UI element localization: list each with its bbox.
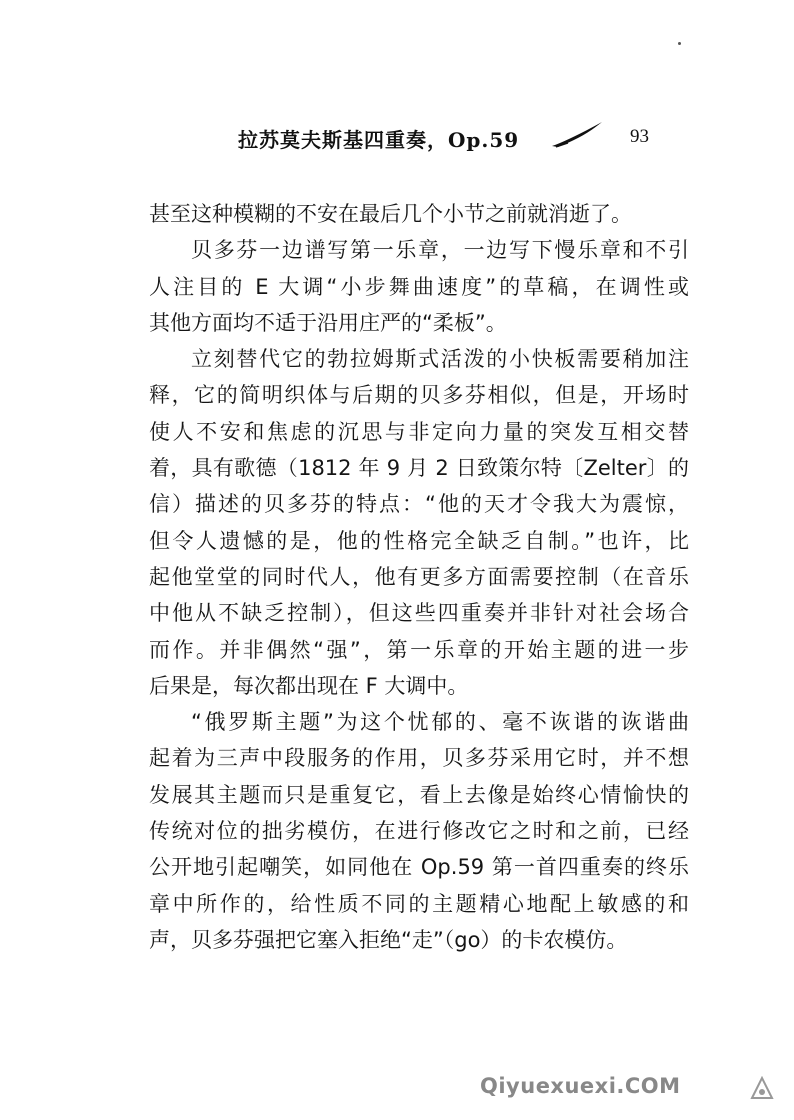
text-line: 其他方面均不适于沿用庄严的“柔板”。	[149, 310, 507, 335]
text-line: 起着为三声中段服务的作用，贝多芬采用它时，并不想	[149, 746, 689, 771]
text-line: 中他从不缺乏控制），但这些四重奏并非针对社会场合	[149, 601, 689, 626]
body-text	[149, 196, 689, 958]
text-line: 信）描述的贝多芬的特点：“他的天才令我大为震惊，	[149, 492, 689, 517]
text-line: 着，具有歌德（1812 年 9 月 2 日致策尔特〔Zelter〕的	[149, 456, 689, 481]
text-line: 使人不安和焦虑的沉思与非定向力量的突发互相交替	[149, 419, 689, 444]
music-note-logo-icon	[748, 1076, 776, 1100]
text-line: 立刻替代它的勃拉姆斯式活泼的小快板需要稍加注	[191, 347, 689, 372]
paragraph	[149, 232, 689, 341]
text-line: 发展其主题而只是重复它，看上去像是始终心情愉快的	[149, 782, 689, 807]
text-line: 公开地引起嘲笑，如同他在 Op.59 第一首四重奏的终乐	[149, 855, 689, 880]
text-line: 贝多芬一边谱写第一乐章，一边写下慢乐章和不引	[191, 238, 689, 263]
text-line: “俄罗斯主题”为这个忧郁的、毫不诙谐的诙谐曲	[191, 710, 689, 735]
text-line: 而作。并非偶然“强”，第一乐章的开始主题的进一步	[149, 637, 689, 662]
text-line: 后果是，每次都出现在 F 大调中。	[149, 673, 469, 698]
paragraph	[149, 341, 689, 704]
running-title: 拉苏莫夫斯基四重奏，Op.59	[238, 128, 520, 152]
text-line: 释，它的简明织体与后期的贝多芬相似，但是，开场时	[149, 383, 689, 408]
text-line: 传统对位的拙劣模仿，在进行修改它之时和之前，已经	[149, 819, 689, 844]
text-line: 章中所作的，给性质不同的主题精心地配上敏感的和	[149, 891, 689, 916]
text-line: 甚至这种模糊的不安在最后几个小节之前就消逝了。	[149, 202, 632, 226]
text-line: 声，贝多芬强把它塞入拒绝“走”（go）的卡农模仿。	[149, 927, 628, 952]
watermark	[480, 1070, 780, 1110]
paragraph	[149, 196, 689, 232]
running-header	[238, 118, 678, 158]
corner-mark	[678, 42, 681, 45]
page-number: 93	[630, 126, 649, 147]
paragraph	[149, 704, 689, 958]
text-line: 但令人遗憾的是，他的性格完全缺乏自制。”也许，比	[149, 528, 689, 553]
watermark-text: Qiyuexuexi.COM	[480, 1074, 681, 1098]
text-line: 人注目的 E 大调“小步舞曲速度”的草稿，在调性或	[149, 274, 689, 299]
quill-ornament-icon	[550, 120, 604, 150]
text-line: 起他堂堂的同时代人，他有更多方面需要控制（在音乐	[149, 564, 689, 589]
